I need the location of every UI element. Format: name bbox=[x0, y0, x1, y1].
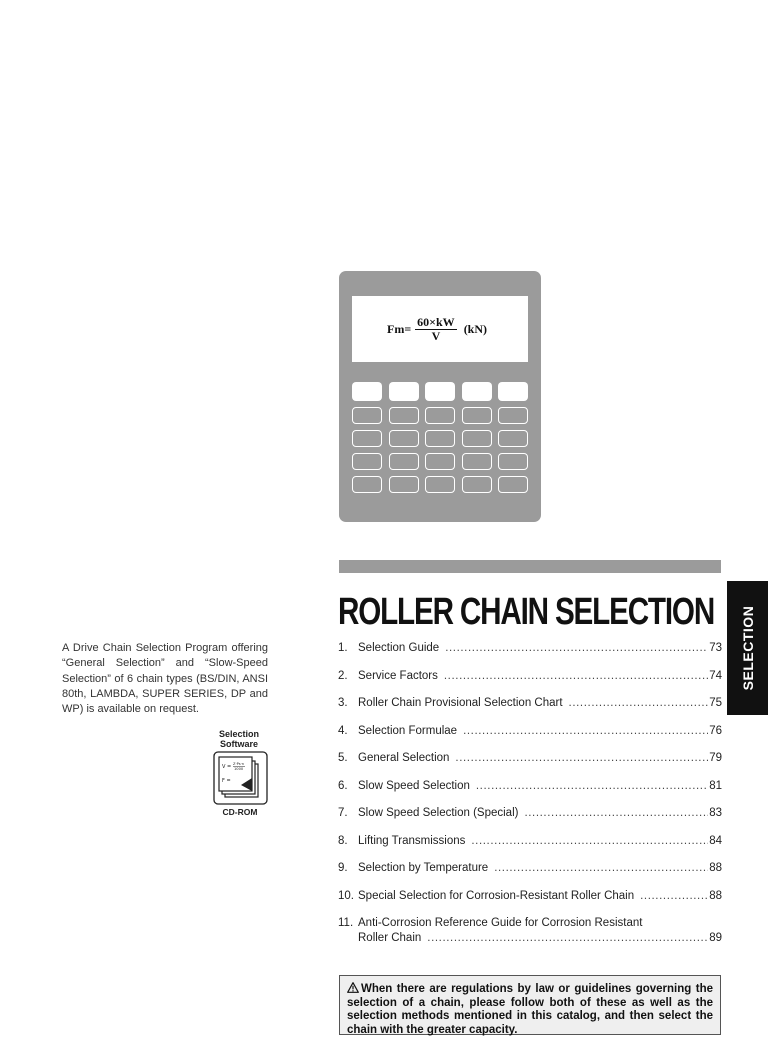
icon-formula-v: V = bbox=[222, 764, 232, 770]
toc-item[interactable] bbox=[338, 806, 722, 821]
toc-page-number: 75 bbox=[709, 697, 722, 709]
toc-leader-dots bbox=[444, 669, 708, 684]
formula-equals: = bbox=[404, 322, 412, 336]
chain-tension-formula bbox=[387, 316, 487, 343]
toc-item[interactable] bbox=[338, 751, 722, 766]
toc-title: Selection Formulae bbox=[358, 724, 458, 737]
calculator-key bbox=[352, 453, 382, 470]
toc-number: 3. bbox=[338, 697, 348, 709]
toc-page-number: 76 bbox=[709, 724, 722, 737]
toc-number: 1. bbox=[338, 642, 348, 654]
page-title: ROLLER CHAIN SELECTION bbox=[338, 591, 715, 633]
formula-fraction bbox=[415, 316, 457, 343]
toc-page-number: 81 bbox=[709, 779, 722, 792]
toc-number: 4. bbox=[338, 724, 348, 737]
toc-page-number: 74 bbox=[709, 669, 722, 682]
calculator-key bbox=[425, 382, 455, 401]
toc-item[interactable] bbox=[338, 889, 722, 904]
toc-page-number: 73 bbox=[709, 642, 722, 654]
formula-denominator: V bbox=[431, 329, 441, 343]
toc-leader-dots bbox=[569, 696, 709, 711]
toc-item[interactable] bbox=[338, 779, 722, 794]
toc-leader-dots bbox=[455, 751, 708, 766]
toc-number: 11. bbox=[338, 917, 354, 929]
toc-page-number: 88 bbox=[709, 889, 722, 902]
warning-triangle-icon bbox=[347, 982, 359, 993]
icon-formula-v-den: 1000 bbox=[234, 767, 244, 771]
toc-number: 7. bbox=[338, 807, 348, 819]
calculator-keypad bbox=[352, 382, 528, 499]
toc-leader-dots bbox=[445, 641, 708, 656]
calculator-key bbox=[462, 476, 492, 493]
toc-title: Slow Speed Selection bbox=[358, 779, 470, 792]
calculator-key bbox=[498, 453, 528, 470]
toc-page-number: 89 bbox=[709, 932, 722, 944]
calculator-key bbox=[498, 382, 528, 401]
toc-title: Selection by Temperature bbox=[358, 862, 489, 874]
toc-title: Lifting Transmissions bbox=[358, 834, 466, 847]
toc-page-number: 83 bbox=[709, 807, 722, 819]
toc-item[interactable] bbox=[338, 641, 722, 656]
formula-lhs: Fm bbox=[387, 322, 405, 336]
toc-title: Selection Guide bbox=[358, 642, 440, 654]
toc-item[interactable] bbox=[338, 834, 722, 849]
toc-number: 8. bbox=[338, 834, 348, 847]
toc-title: General Selection bbox=[358, 752, 450, 764]
toc-item[interactable] bbox=[338, 696, 722, 711]
toc-item[interactable] bbox=[338, 669, 722, 684]
toc-leader-dots bbox=[427, 931, 708, 946]
calculator-key bbox=[498, 407, 528, 424]
formula-unit: (kN) bbox=[463, 322, 488, 336]
toc-title: Slow Speed Selection (Special) bbox=[358, 807, 519, 819]
calculator-key bbox=[352, 407, 382, 424]
warning-notice-box bbox=[339, 975, 721, 1035]
software-intro-text: A Drive Chain Selection Program offering “General Selection” and “Slow-Speed Selection” of 6 chain types (BS/DIN, ANSI 80th, LAMBDA, SUPER SERIES, DP and WP) is available on request. bbox=[62, 642, 268, 716]
calculator-key bbox=[462, 430, 492, 447]
calculator-key bbox=[352, 476, 382, 493]
calculator-key bbox=[389, 430, 419, 447]
toc-item[interactable] bbox=[338, 861, 722, 876]
calculator-key bbox=[498, 430, 528, 447]
toc-number: 6. bbox=[338, 779, 348, 792]
toc-item[interactable] bbox=[338, 724, 722, 739]
toc-page-number: 84 bbox=[709, 834, 722, 847]
cd-rom-icon bbox=[213, 751, 268, 805]
toc-title: Anti-Corrosion Reference Guide for Corrosion Resistant bbox=[358, 917, 643, 929]
toc-title-continued: Roller Chain bbox=[358, 932, 422, 944]
toc-page-number: 88 bbox=[709, 862, 722, 874]
calculator-key bbox=[389, 382, 419, 401]
icon-formula-f: F = bbox=[222, 778, 231, 784]
calculator-key bbox=[389, 453, 419, 470]
software-label: Selection Software bbox=[218, 729, 259, 749]
calculator-key bbox=[389, 476, 419, 493]
toc-leader-dots bbox=[471, 834, 708, 849]
calculator-key bbox=[352, 430, 382, 447]
calculator-key bbox=[462, 382, 492, 401]
calculator-key bbox=[425, 430, 455, 447]
side-tab-label: SELECTION bbox=[739, 605, 756, 691]
toc-number: 10. bbox=[338, 889, 354, 902]
calculator-key bbox=[425, 407, 455, 424]
calculator-key bbox=[352, 382, 382, 401]
toc-leader-dots bbox=[524, 806, 708, 821]
toc-leader-dots bbox=[640, 889, 708, 904]
toc-page-number: 79 bbox=[709, 752, 722, 764]
toc-title: Special Selection for Corrosion-Resistant Roller Chain bbox=[358, 889, 635, 902]
toc-number: 9. bbox=[338, 862, 348, 874]
calculator-key bbox=[425, 476, 455, 493]
toc-title: Service Factors bbox=[358, 669, 438, 682]
calculator-illustration bbox=[339, 271, 541, 522]
toc-leader-dots bbox=[463, 724, 708, 739]
warning-text: When there are regulations by law or guidelines governing the selection of a chain, please follow both of these as well as the selection methods mentioned in this catalog, and then select the chain with the greater capacity. bbox=[347, 983, 713, 1036]
toc-title: Roller Chain Provisional Selection Chart bbox=[358, 697, 563, 709]
calculator-key bbox=[462, 407, 492, 424]
calculator-screen bbox=[352, 296, 528, 362]
toc-leader-dots bbox=[476, 779, 708, 794]
calculator-key bbox=[389, 407, 419, 424]
section-side-tab[interactable] bbox=[727, 581, 768, 715]
toc-leader-dots bbox=[494, 861, 708, 876]
cd-rom-label: CD-ROM bbox=[222, 807, 258, 817]
calculator-key bbox=[498, 476, 528, 493]
calculator-key bbox=[425, 453, 455, 470]
section-divider-bar bbox=[339, 560, 721, 573]
calculator-key bbox=[462, 453, 492, 470]
icon-formula-v-num: Z·Ps·n bbox=[233, 762, 245, 766]
toc-number: 5. bbox=[338, 752, 348, 764]
toc-number: 2. bbox=[338, 669, 348, 682]
toc-item[interactable] bbox=[338, 916, 722, 946]
formula-numerator: 60×kW bbox=[417, 315, 455, 329]
